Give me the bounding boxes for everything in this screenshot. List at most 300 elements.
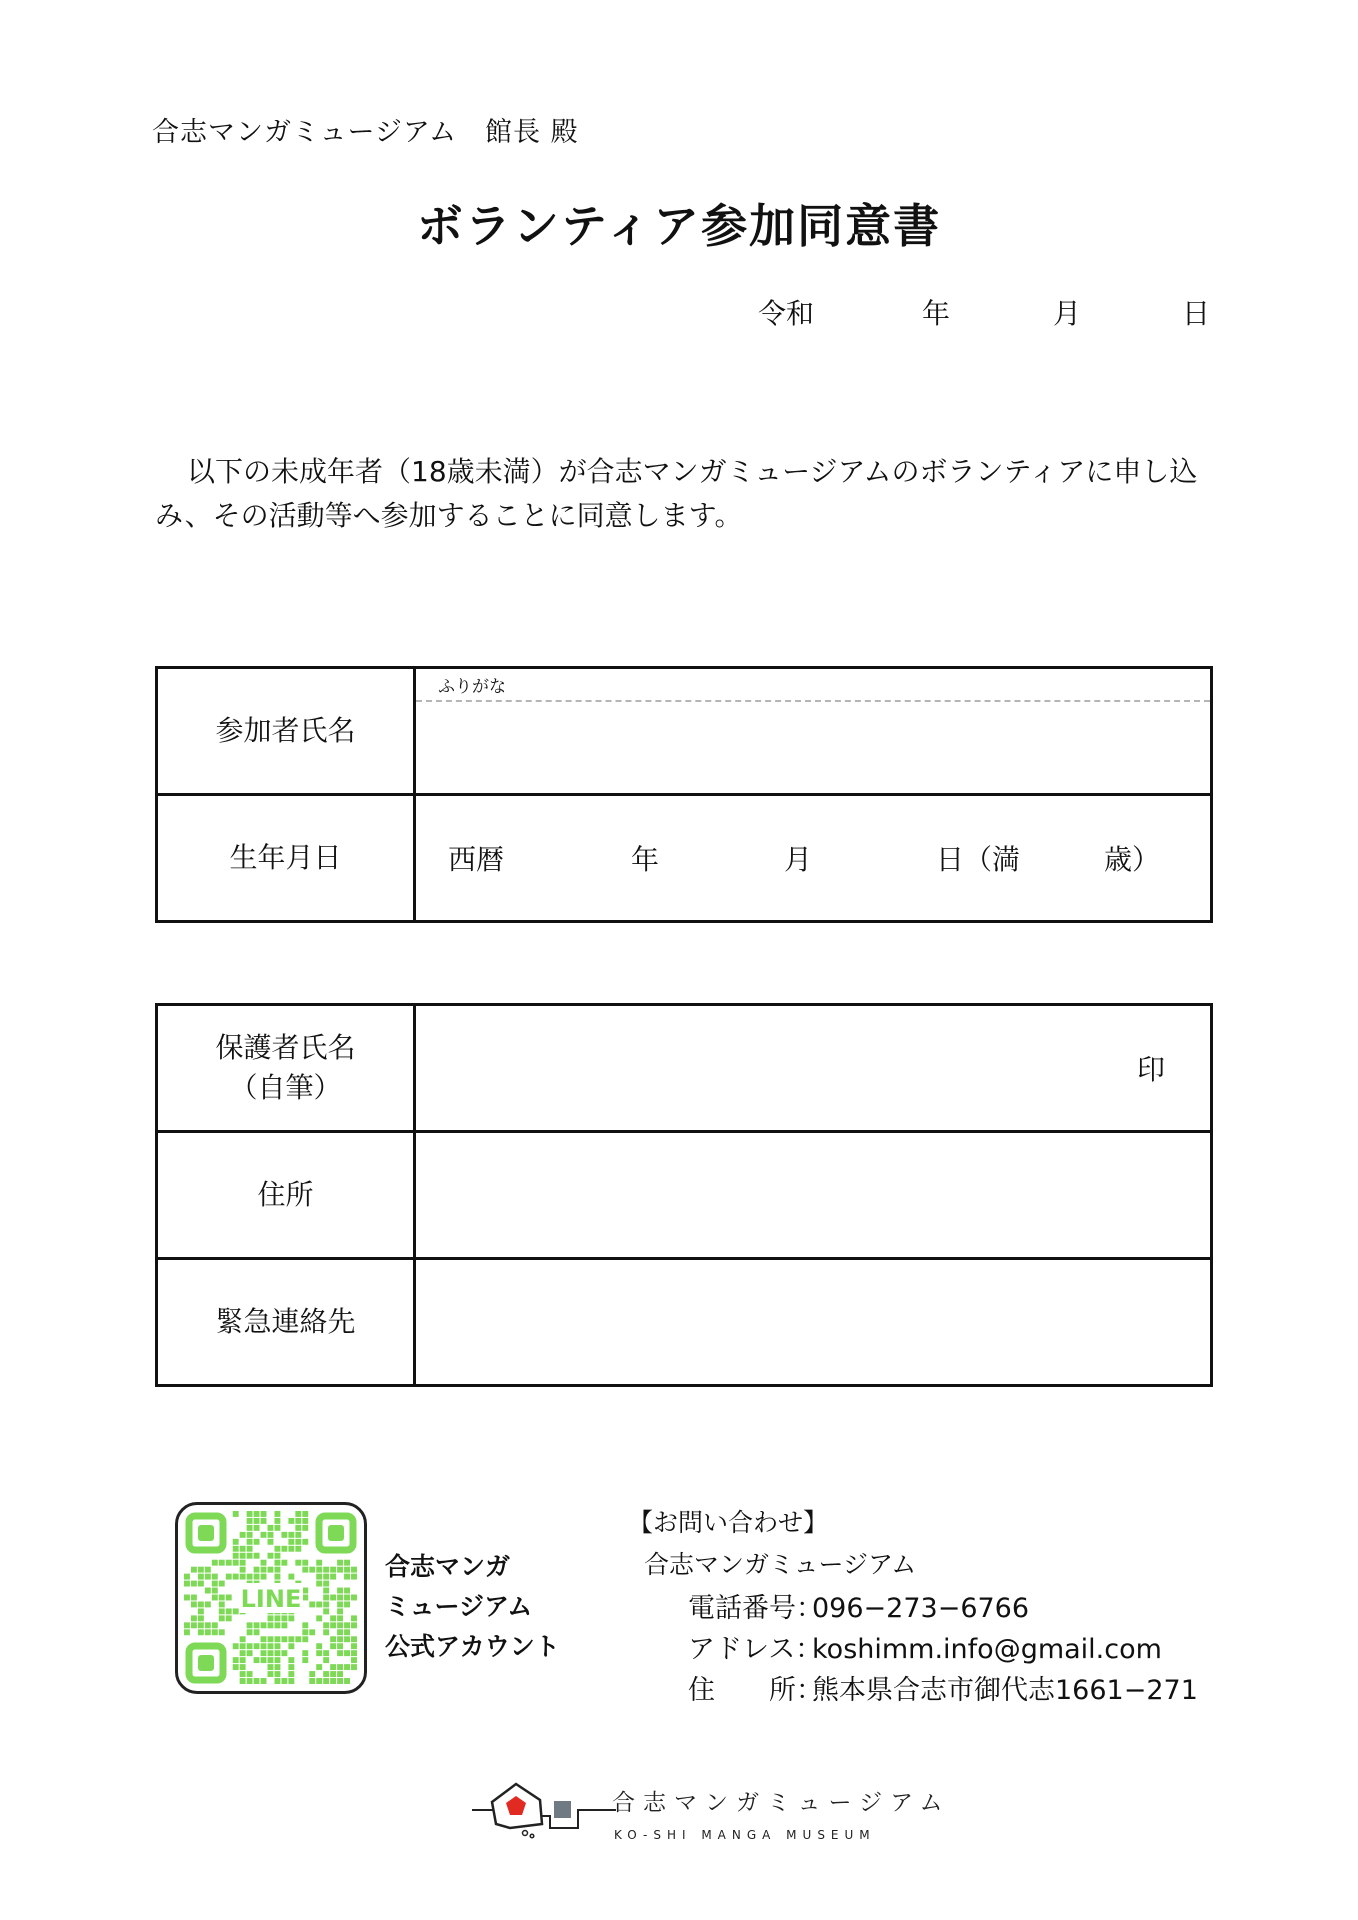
consent-statement: 以下の未成年者（18歳未満）が合志マンガミュージアムのボランティアに申し込み、その活動等へ参加することに同意します。 [155,455,1198,532]
qr-module [219,1629,225,1635]
qr-module [288,1678,294,1684]
qr-module [247,1622,253,1628]
qr-module [302,1511,308,1517]
qr-module [351,1643,357,1649]
qr-module [191,1567,197,1573]
museum-logo-icon [470,1772,620,1842]
qr-module [281,1532,287,1538]
qr-module [274,1511,280,1517]
qr-module [268,1622,274,1628]
qr-icon [184,1511,358,1685]
qr-module [268,1636,274,1642]
qr-module [344,1601,350,1607]
furigana-label: ふりがな [438,677,506,697]
qr-module [344,1574,350,1580]
qr-module [254,1574,260,1580]
qr-module [254,1657,260,1663]
qr-module [344,1650,350,1656]
qr-module [344,1588,350,1594]
qr-module [198,1601,204,1607]
qr-module [240,1560,246,1566]
qr-module [205,1622,211,1628]
emergency-contact-field[interactable] [415,1259,1212,1386]
qr-module [240,1553,246,1559]
qr-module [295,1546,301,1552]
qr-module [274,1567,280,1573]
qr-module [233,1643,239,1649]
line-label-1: 合志マンガ [385,1552,511,1581]
qr-module [268,1643,274,1649]
qr-module [212,1574,218,1580]
address-label: 住所 [157,1132,415,1259]
qr-module [254,1539,260,1545]
qr-module [226,1574,232,1580]
guardian-table [155,1003,1213,1387]
qr-module [247,1671,253,1677]
qr-module [330,1622,336,1628]
qr-module [184,1581,190,1587]
date-day: 日 [1182,297,1211,330]
qr-module [254,1511,260,1517]
qr-module [240,1567,246,1573]
qr-module [281,1678,287,1684]
participant-name-label: 参加者氏名 [157,668,415,795]
qr-module [184,1595,190,1601]
qr-module [191,1601,197,1607]
qr-module [219,1595,225,1601]
guardian-name-field[interactable] [415,1005,1212,1132]
qr-module [268,1650,274,1656]
qr-module [316,1678,322,1684]
qr-module [261,1657,267,1663]
qr-module [274,1525,280,1531]
qr-module [198,1615,204,1621]
qr-module [316,1664,322,1670]
qr-module [316,1574,322,1580]
line-label-2: ミュージアム [385,1592,533,1621]
qr-module [261,1650,267,1656]
qr-module [295,1518,301,1524]
qr-module [337,1560,343,1566]
qr-module [274,1657,280,1663]
qr-module [316,1650,322,1656]
qr-module [247,1643,253,1649]
qr-module [295,1539,301,1545]
qr-module [233,1511,239,1517]
date-year: 年 [922,297,951,330]
contact-heading: 【お問い合わせ】 [628,1508,829,1537]
qr-module [247,1650,253,1656]
qr-module [254,1518,260,1524]
qr-module [302,1636,308,1642]
qr-module [247,1532,253,1538]
qr-module [330,1574,336,1580]
qr-module [330,1567,336,1573]
qr-module [330,1636,336,1642]
qr-module [212,1629,218,1635]
qr-module [274,1678,280,1684]
qr-module [288,1546,294,1552]
qr-module [316,1581,322,1587]
qr-module [351,1615,357,1621]
qr-module [295,1560,301,1566]
qr-module [198,1629,204,1635]
qr-module [254,1678,260,1684]
qr-module [233,1664,239,1670]
qr-module [330,1671,336,1677]
qr-module [344,1636,350,1642]
qr-module [344,1678,350,1684]
qr-module [212,1622,218,1628]
qr-module [302,1595,308,1601]
qr-module [240,1546,246,1552]
qr-module [240,1664,246,1670]
qr-module [330,1595,336,1601]
dob-month: 月 [784,843,813,876]
qr-module [261,1560,267,1566]
qr-module [219,1608,225,1614]
qr-module [330,1615,336,1621]
qr-module [330,1664,336,1670]
qr-module [268,1539,274,1545]
qr-module [337,1629,343,1635]
qr-module [323,1588,329,1594]
qr-module [240,1643,246,1649]
contact-email-key: アドレス： [688,1634,823,1665]
qr-module [184,1629,190,1635]
qr-module [226,1608,232,1614]
qr-module [254,1525,260,1531]
contact-address-row [688,1668,1198,1707]
qr-module [323,1622,329,1628]
qr-module [337,1622,343,1628]
qr-module [212,1560,218,1566]
qr-module [198,1567,204,1573]
qr-module [247,1511,253,1517]
line-qr-code[interactable] [175,1502,367,1694]
qr-line-text: LINE [240,1585,302,1613]
qr-module [288,1539,294,1545]
qr-module [240,1650,246,1656]
qr-module [212,1588,218,1594]
qr-module [281,1622,287,1628]
qr-module [351,1664,357,1670]
qr-module [302,1539,308,1545]
qr-module [205,1588,211,1594]
qr-module [274,1615,280,1621]
document-title: ボランティア参加同意書 [416,199,942,253]
qr-module [191,1615,197,1621]
qr-module [219,1581,225,1587]
dob-year: 年 [631,843,660,876]
qr-module [226,1615,232,1621]
qr-module [295,1636,301,1642]
qr-module [261,1678,267,1684]
contact-address-value: 熊本県合志市御代志1661−271 [812,1675,1198,1706]
qr-module [309,1601,315,1607]
qr-module [302,1657,308,1663]
qr-module [268,1567,274,1573]
contact-email-value[interactable]: koshimm.info@gmail.com [812,1634,1162,1665]
qr-module [302,1560,308,1566]
dob-era: 西暦 [448,843,505,876]
qr-module [247,1678,253,1684]
qr-module [261,1636,267,1642]
qr-module [268,1615,274,1621]
dob-field[interactable] [415,795,1212,922]
qr-module [274,1546,280,1552]
qr-module [281,1546,287,1552]
qr-module [323,1601,329,1607]
qr-module [205,1574,211,1580]
qr-module [351,1636,357,1642]
dob-age-end: 歳） [1104,843,1161,876]
qr-module [288,1664,294,1670]
qr-module [247,1574,253,1580]
qr-module [344,1664,350,1670]
qr-module [337,1664,343,1670]
qr-module [281,1615,287,1621]
qr-module [261,1567,267,1573]
qr-module [337,1567,343,1573]
qr-module [316,1560,322,1566]
qr-module [288,1615,294,1621]
qr-module [226,1595,232,1601]
qr-module [344,1629,350,1635]
qr-module [330,1643,336,1649]
qr-module [288,1518,294,1524]
qr-module [274,1518,280,1524]
guardian-name-label-line2: （自筆） [229,1071,342,1104]
qr-module [254,1553,260,1559]
qr-module [351,1657,357,1663]
qr-module [247,1553,253,1559]
qr-module [240,1671,246,1677]
qr-module [302,1622,308,1628]
qr-module [337,1636,343,1642]
qr-module [288,1532,294,1538]
dob-label: 生年月日 [157,795,415,922]
qr-module [274,1643,280,1649]
qr-module [351,1622,357,1628]
qr-module [247,1546,253,1552]
qr-module [337,1601,343,1607]
contact-org: 合志マンガミュージアム [644,1550,917,1579]
qr-module [344,1560,350,1566]
qr-module [337,1615,343,1621]
furigana-divider [416,700,1210,702]
qr-module [233,1574,239,1580]
qr-module [323,1650,329,1656]
qr-module [274,1636,280,1642]
qr-module [323,1671,329,1677]
qr-module [288,1671,294,1677]
qr-module [254,1629,260,1635]
qr-module [254,1643,260,1649]
qr-module [184,1574,190,1580]
qr-module [261,1574,267,1580]
qr-module [281,1636,287,1642]
qr-module [302,1525,308,1531]
qr-module [344,1567,350,1573]
qr-module [247,1539,253,1545]
qr-module [240,1657,246,1663]
qr-module [233,1657,239,1663]
qr-module [240,1678,246,1684]
qr-module [309,1671,315,1677]
dob-day-age: 日（満 [936,843,1021,876]
qr-module [288,1636,294,1642]
qr-module [323,1595,329,1601]
qr-module [295,1525,301,1531]
qr-module [247,1518,253,1524]
qr-module [268,1525,274,1531]
qr-module [274,1574,280,1580]
qr-module [261,1643,267,1649]
qr-module [219,1615,225,1621]
qr-module [219,1560,225,1566]
qr-module [323,1678,329,1684]
qr-module [191,1595,197,1601]
qr-module [233,1546,239,1552]
qr-module [212,1581,218,1587]
guardian-name-label-line1: 保護者氏名 [215,1031,356,1064]
addressee: 合志マンガミュージアム 館長 殿 [152,117,579,148]
qr-module [184,1622,190,1628]
contact-email-row [688,1627,1162,1666]
qr-module [351,1650,357,1656]
qr-module [205,1601,211,1607]
qr-module [261,1532,267,1538]
qr-module [274,1622,280,1628]
qr-module [205,1567,211,1573]
qr-module [191,1622,197,1628]
qr-module [337,1650,343,1656]
qr-module [198,1574,204,1580]
qr-module [309,1629,315,1635]
qr-module [226,1560,232,1566]
qr-module [302,1650,308,1656]
qr-module [337,1608,343,1614]
qr-module [191,1581,197,1587]
qr-module [344,1595,350,1601]
qr-module [330,1678,336,1684]
contact-address-key: 住 所： [688,1675,823,1706]
qr-module [337,1643,343,1649]
qr-module [233,1539,239,1545]
qr-module [323,1581,329,1587]
qr-module [233,1553,239,1559]
logo-text-en: KO-SHI MANGA MUSEUM [614,1828,876,1842]
qr-module [288,1574,294,1580]
qr-module [351,1567,357,1573]
qr-module [323,1574,329,1580]
address-field[interactable] [415,1132,1212,1259]
qr-module [240,1636,246,1642]
qr-module [316,1567,322,1573]
contact-phone-row [688,1586,1029,1625]
qr-module [240,1574,246,1580]
qr-module [302,1567,308,1573]
qr-module [219,1601,225,1607]
qr-module [295,1532,301,1538]
qr-module [240,1532,246,1538]
qr-module [274,1553,280,1559]
qr-module [309,1567,315,1573]
qr-module [295,1511,301,1517]
qr-module [337,1595,343,1601]
qr-module [337,1671,343,1677]
participant-name-field[interactable] [415,668,1212,795]
qr-module [323,1657,329,1663]
line-label-3: 公式アカウント [385,1632,560,1661]
qr-module [268,1553,274,1559]
qr-module [198,1622,204,1628]
qr-module [198,1608,204,1614]
qr-module [233,1560,239,1566]
qr-module [274,1671,280,1677]
logo-text-jp: 合志マンガミュージアム [612,1790,951,1816]
seal-mark: 印 [1136,1053,1165,1086]
qr-module [288,1657,294,1663]
qr-module [337,1588,343,1594]
qr-module [344,1622,350,1628]
qr-module [316,1615,322,1621]
qr-module [198,1581,204,1587]
qr-module [261,1622,267,1628]
contact-phone-value: 096−273−6766 [812,1593,1030,1624]
qr-module [323,1629,329,1635]
qr-module [302,1629,308,1635]
qr-module [247,1629,253,1635]
qr-module [205,1629,211,1635]
qr-module [268,1671,274,1677]
qr-module [351,1595,357,1601]
qr-module [247,1525,253,1531]
qr-module [274,1650,280,1656]
qr-module [337,1678,343,1684]
contact-phone-key: 電話番号： [688,1593,823,1624]
qr-module [302,1588,308,1594]
participant-table [155,666,1213,923]
qr-module [233,1608,239,1614]
qr-module [268,1532,274,1538]
qr-module [302,1518,308,1524]
qr-module [274,1664,280,1670]
qr-module [274,1560,280,1566]
emergency-contact-label: 緊急連絡先 [157,1259,415,1386]
qr-module [323,1567,329,1573]
date-era: 令和 [758,297,815,330]
qr-module [268,1664,274,1670]
qr-module [323,1608,329,1614]
qr-module [281,1650,287,1656]
qr-module [351,1574,357,1580]
qr-module [254,1567,260,1573]
date-month: 月 [1053,297,1082,330]
qr-module [316,1643,322,1649]
qr-module [316,1601,322,1607]
qr-module [288,1643,294,1649]
qr-module [281,1560,287,1566]
qr-module [268,1657,274,1663]
qr-module [261,1518,267,1524]
qr-module [254,1622,260,1628]
guardian-name-label [157,1005,415,1132]
qr-module [309,1678,315,1684]
qr-module [212,1595,218,1601]
qr-module [261,1511,267,1517]
